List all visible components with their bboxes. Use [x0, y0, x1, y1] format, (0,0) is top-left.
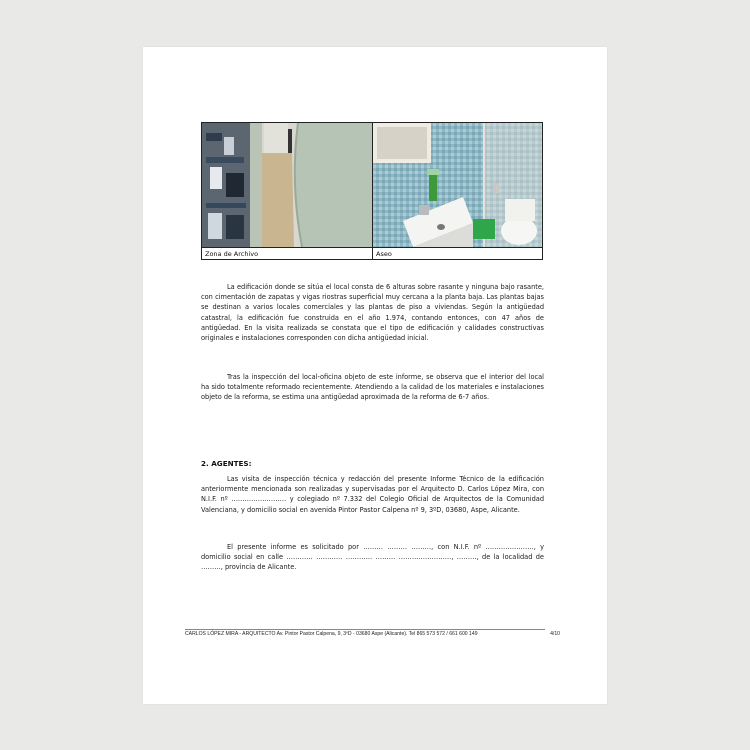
document-page	[143, 47, 607, 704]
bathroom-photo	[373, 123, 542, 247]
page-footer	[185, 631, 560, 637]
bathroom-caption: Aseo	[376, 250, 392, 258]
archive-zone-photo	[202, 123, 373, 247]
footer-text: CARLOS LÓPEZ MIRA - ARQUITECTO Av. Pintor Pastor Calpena, 9, 3ºD - 03680 Aspe (Alicante). Tel 865 573 572 / 661 600 149	[185, 631, 478, 637]
agents-paragraph: Las visita de inspección técnica y redacción del presente Informe Técnico de la edificación anteriormente mencionada son realizadas y supervisadas por el Arquitecto D. Carlos López Mira, con N.I.F. nº ……………………. y colegiado nº 7.332 del Colegio Oficial de Arquitectos de la Comunidad Valenciana, y domicilio social en avenida Pintor Pastor Calpena nº 9, 3ºD, 03680, Aspe, Alicante.	[201, 475, 544, 514]
agents-heading: 2. AGENTES:	[201, 459, 252, 468]
footer-divider	[185, 629, 545, 630]
caption-row	[202, 247, 542, 259]
requester-paragraph: El presente informe es solicitado por ……… ……… ………, con N.I.F. nº …………………., y domicilio social en calle ………… ………… ………… ……… ……………………, ………, de la localidad de ………, provincia de Alicante.	[201, 543, 544, 572]
archive-zone-caption: Zona de Archivo	[202, 248, 373, 260]
building-description-paragraph: La edificación donde se sitúa el local consta de 6 alturas sobre rasante y ninguna bajo rasante, con cimentación de zapatas y vigas riostras superficial muy cercana a la planta baja. Las plantas bajas se destinan a varios locales comerciales y las plantas de piso a viviendas. Según la antigüedad catastral, la edificación fue construida en el año 1.974, contando entonces, con 47 años de antigüedad. En la visita realizada se constata que el tipo de edificación y calidades constructivas originales e instalaciones corresponden con dicha antigüedad inicial.	[201, 283, 544, 343]
page-number: 4/10	[550, 631, 560, 637]
renovation-paragraph: Tras la inspección del local-oficina objeto de este informe, se observa que el interior del local ha sido totalmente reformado recientemente. Atendiendo a la calidad de los materiales e instalaciones objeto de la reforma, se estima una antigüedad aproximada de la reforma de 6-7 años.	[201, 373, 544, 402]
photo-table	[201, 122, 543, 260]
